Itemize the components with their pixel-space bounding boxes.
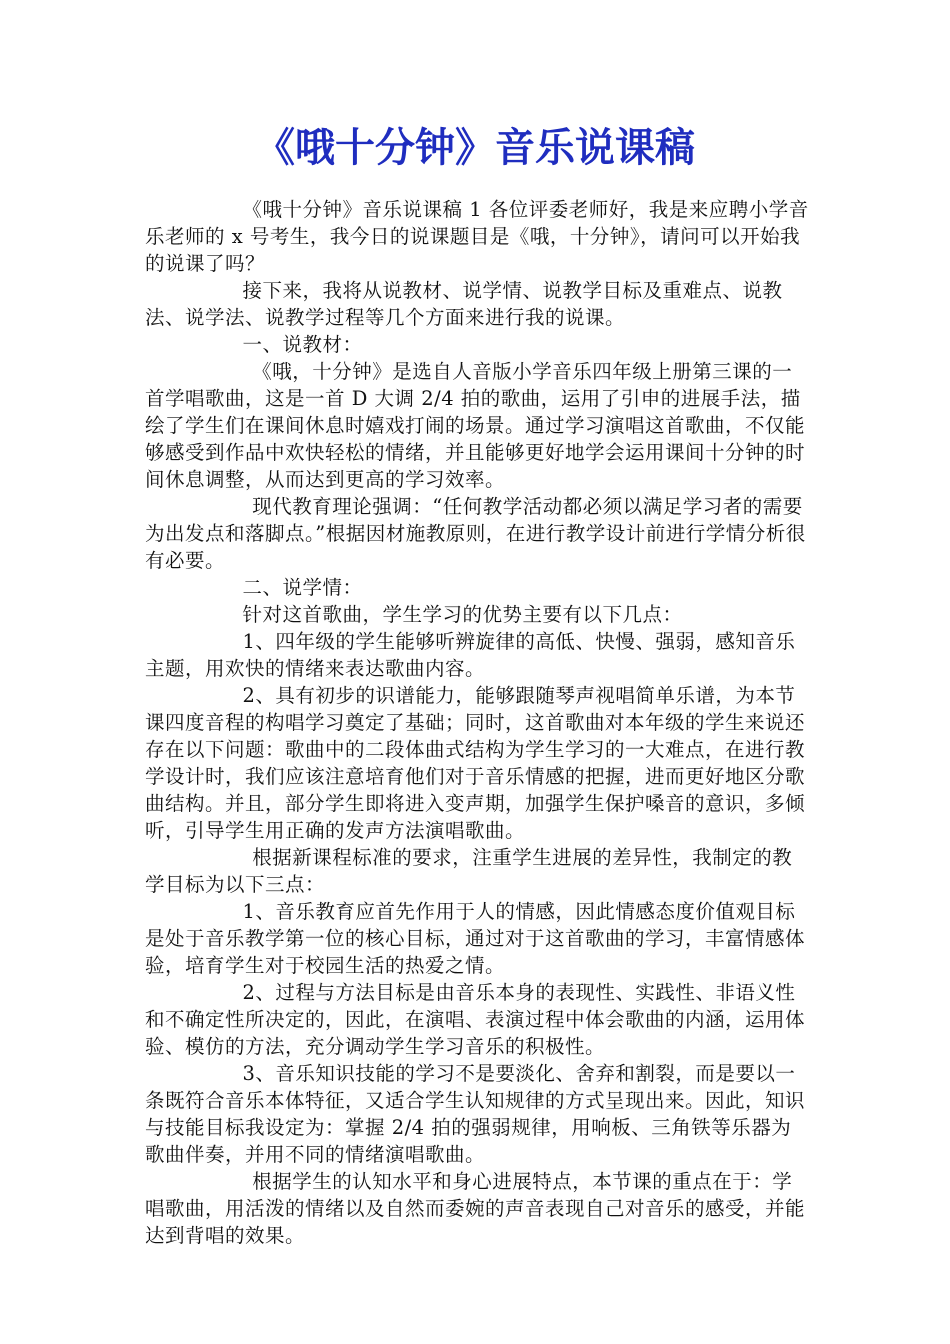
paragraph-textbook: 《哦，十分钟》是选自人音版小学音乐四年级上册第三课的一首学唱歌曲，这是一首 D 大调 2/4 拍的歌曲，运用了引申的进展手法，描绘了学生们在课间休息时嬉戏打闹的场景。通过学习演唱这首歌曲，不仅能够感受到作品中欢快轻松的情绪，并且能够更好地学会运用课间十分钟的时间休息调整，从而达到更高的学习效率。 <box>145 360 806 491</box>
paragraph-outline: 接下来，我将从说教材、说学情、说教学目标及重难点、说教法、说学法、说教学过程等几个方面来进行我的说课。 <box>145 279 783 329</box>
section-heading-students: 二、说学情： <box>242 576 363 599</box>
paragraph-goal-1: 1、音乐教育应首先作用于人的情感，因此情感态度价值观目标是处于音乐教学第一位的核心目标，通过对于这首歌曲的学习，丰富情感体验，培育学生对于校园生活的热爱之情。 <box>145 900 806 977</box>
paragraph-theory: 现代教育理论强调：“任何教学活动都必须以满足学习者的需要为出发点和落脚点。”根据因材施教原则，在进行教学设计前进行学情分析很有必要。 <box>145 495 806 572</box>
paragraph-point-2: 2、具有初步的识谱能力，能够跟随琴声视唱简单乐谱，为本节课四度音程的构唱学习奠定了基础；同时，这首歌曲对本年级的学生来说还存在以下问题：歌曲中的二段体曲式结构为学生学习的一大难点，在进行教学设计时，我们应该注意培育他们对于音乐情感的把握，进而更好地区分歌曲结构。并且，部分学生即将进入变声期，加强学生保护嗓音的意识，多倾听，引导学生用正确的发声方法演唱歌曲。 <box>145 684 806 842</box>
paragraph-advantages: 针对这首歌曲，学生学习的优势主要有以下几点： <box>242 603 683 626</box>
document-title: 《哦十分钟》音乐说课稿 <box>255 124 695 171</box>
paragraph-intro: 《哦十分钟》音乐说课稿 1 各位评委老师好，我是来应聘小学音乐老师的 x 号考生，我今日的说课题目是《哦，十分钟》，请问可以开始我的说课了吗？ <box>145 198 809 275</box>
paragraph-goal-3: 3、音乐知识技能的学习不是要淡化、舍弃和割裂，而是要以一条既符合音乐本体特征，又适合学生认知规律的方式呈现出来。因此，知识与技能目标我设定为：掌握 2/4 拍的强弱规律，用响板、三角铁等乐器为歌曲伴奏，并用不同的情绪演唱歌曲。 <box>145 1062 806 1166</box>
section-heading-textbook: 一、说教材： <box>242 333 363 356</box>
paragraph-goal-2: 2、过程与方法目标是由音乐本身的表现性、实践性、非语义性和不确定性所决定的，因此，在演唱、表演过程中体会歌曲的内涵，运用体验、模仿的方法，充分调动学生学习音乐的积极性。 <box>145 981 806 1058</box>
paragraph-key-points: 根据学生的认知水平和身心进展特点，本节课的重点在于：学唱歌曲，用活泼的情绪以及自然而委婉的声音表现自己对音乐的感受，并能达到背唱的效果。 <box>145 1170 806 1247</box>
paragraph-goals-intro: 根据新课程标准的要求，注重学生进展的差异性，我制定的教学目标为以下三点： <box>145 846 793 896</box>
document-body <box>145 196 810 1249</box>
paragraph-point-1: 1、四年级的学生能够听辨旋律的高低、快慢、强弱，感知音乐主题，用欢快的情绪来表达歌曲内容。 <box>145 630 796 680</box>
